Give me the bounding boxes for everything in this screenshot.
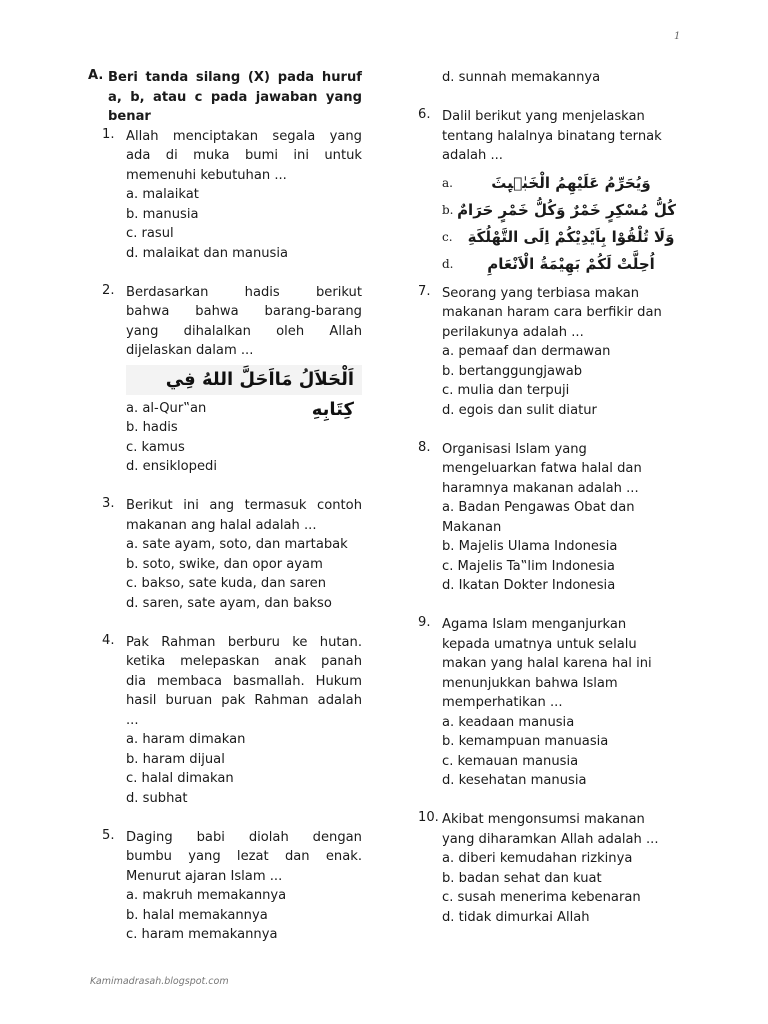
- question-text-line: Allah menciptakan segala yang: [126, 128, 362, 144]
- question-text-line: bahwa bahwa barang-barang: [126, 304, 362, 319]
- question-text-line: kepada umatnya untuk selalu: [442, 636, 637, 652]
- answer-option[interactable]: c. halal dimakan: [126, 771, 234, 786]
- answer-option[interactable]: d. subhat: [126, 790, 188, 806]
- question-text-line: perilakunya adalah ...: [442, 324, 584, 340]
- question-text-line: Berdasarkan hadis berikut: [126, 284, 362, 300]
- arabic-option-text: اُحِلَّتْ لَكُمْ بَهِيْمَةُ الْاَنْعَامِ: [487, 255, 655, 273]
- question-number: 10.: [418, 810, 439, 825]
- question-text-line: Dalil berikut yang menjelaskan: [442, 109, 645, 124]
- question-5-continued: [418, 68, 676, 88]
- option-label: c.: [442, 230, 453, 244]
- section-title-line: a, b, atau c pada jawaban yang: [108, 89, 362, 105]
- page-number: 1: [674, 31, 681, 42]
- question-text-line: memperhatikan ...: [442, 695, 563, 710]
- answer-option[interactable]: c. Majelis Ta‟lim Indonesia: [442, 558, 615, 574]
- question-text-line: makanan ang halal adalah ...: [126, 517, 317, 533]
- answer-option[interactable]: a. makruh memakannya: [126, 888, 287, 903]
- question-text-line: mengeluarkan fatwa halal dan: [442, 461, 642, 476]
- section-title-line: Beri tanda silang (X) pada huruf: [108, 70, 362, 85]
- arabic-answer-option[interactable]: [442, 224, 676, 251]
- answer-option[interactable]: d. sunnah memakannya: [442, 70, 601, 85]
- question-text-line: Daging babi diolah dengan: [126, 829, 362, 845]
- question-number: 9.: [418, 615, 431, 630]
- answer-option[interactable]: a. malaikat: [126, 187, 199, 202]
- answer-option[interactable]: c. bakso, sate kuda, dan saren: [126, 576, 327, 591]
- question-text-line: adalah ...: [442, 148, 503, 163]
- question-5: [88, 828, 362, 945]
- question-text-line: dia membaca basmallah. Hukum: [126, 673, 362, 689]
- answer-option[interactable]: b. bertanggungjawab: [442, 363, 583, 379]
- question-1: [88, 127, 362, 264]
- answer-option[interactable]: a. sate ayam, soto, dan martabak: [126, 537, 348, 552]
- arabic-option-text: وَلَا تُلْقُوْا بِاَيْدِيْكُمْ اِلَى التَّهْلُكَةِ: [467, 228, 675, 246]
- question-text-line: ketika melepaskan anak panah: [126, 654, 362, 669]
- question-2: [88, 283, 362, 477]
- answer-option[interactable]: d. malaikat dan manusia: [126, 245, 289, 261]
- answer-option[interactable]: d. kesehatan manusia: [442, 773, 587, 788]
- answer-option[interactable]: b. halal memakannya: [126, 907, 268, 923]
- question-text-line: tentang halalnya binatang ternak: [442, 128, 662, 144]
- arabic-answer-option[interactable]: [442, 170, 676, 197]
- question-text-line: yang diharamkan Allah adalah ...: [442, 831, 659, 847]
- answer-option[interactable]: a. pemaaf dan dermawan: [442, 344, 611, 359]
- right-column: [418, 68, 676, 927]
- footer-watermark: Kamimadrasah.blogspot.com: [90, 976, 229, 987]
- answer-option[interactable]: b. hadis: [126, 420, 178, 435]
- question-text-line: hasil buruan pak Rahman adalah: [126, 693, 362, 708]
- arabic-answer-option[interactable]: [442, 197, 676, 224]
- question-8: [418, 440, 676, 596]
- answer-option[interactable]: a. haram dimakan: [126, 732, 246, 747]
- question-text-line: ...: [126, 712, 139, 728]
- arabic-option-text: وَيُحَرِّمُ عَلَيْهِمُ الْخَبٰۤىِٕثَ: [491, 174, 651, 192]
- question-4: [88, 633, 362, 809]
- question-text-line: yang dihalalkan oleh Allah: [126, 323, 362, 339]
- question-number: 8.: [418, 439, 431, 455]
- section-letter: A.: [88, 68, 104, 83]
- arabic-option-text: كُلُّ مُسْكِرٍ خَمْرٌ وَكُلُّ خَمْرٍ حَرَامٌ: [457, 201, 676, 219]
- option-label: b.: [442, 203, 454, 217]
- question-number: 3.: [102, 496, 115, 511]
- answer-option[interactable]: d. Ikatan Dokter Indonesia: [442, 578, 616, 593]
- question-text-line: memenuhi kebutuhan ...: [126, 167, 287, 183]
- section-title-line: benar: [108, 109, 151, 124]
- answer-option[interactable]: d. tidak dimurkai Allah: [442, 909, 590, 925]
- answer-option[interactable]: a. keadaan manusia: [442, 714, 575, 730]
- question-7: [418, 284, 676, 421]
- answer-option[interactable]: a. diberi kemudahan rizkinya: [442, 851, 633, 866]
- left-column: [88, 68, 362, 945]
- question-text-line: Pak Rahman berburu ke hutan.: [126, 634, 362, 650]
- answer-option[interactable]: Makanan: [442, 519, 502, 535]
- answer-option[interactable]: b. manusia: [126, 206, 199, 222]
- question-number: 4.: [102, 632, 115, 648]
- answer-option[interactable]: a. Badan Pengawas Obat dan: [442, 500, 635, 515]
- answer-option[interactable]: b. haram dijual: [126, 751, 225, 767]
- question-number: 2.: [102, 282, 115, 298]
- question-9: [418, 615, 676, 791]
- question-text-line: dijelaskan dalam ...: [126, 343, 254, 358]
- question-text-line: Berikut ini ang termasuk contoh: [126, 498, 362, 513]
- question-text-line: Akibat mengonsumsi makanan: [442, 812, 645, 827]
- question-6: [418, 107, 676, 278]
- question-text-line: bumbu yang lezat dan enak.: [126, 849, 362, 864]
- answer-option[interactable]: c. haram memakannya: [126, 927, 278, 942]
- answer-option[interactable]: d. ensiklopedi: [126, 459, 217, 474]
- answer-option[interactable]: b. badan sehat dan kuat: [442, 870, 602, 886]
- answer-option[interactable]: d. saren, sate ayam, dan bakso: [126, 595, 332, 611]
- question-text-line: makanan haram cara berfikir dan: [442, 305, 662, 320]
- question-number: 5.: [102, 827, 115, 843]
- arabic-hadith-text: اَلْحَلاَلُ مَااَحَلَّ اللهُ فِي كِتَابِهِ: [126, 365, 362, 395]
- arabic-answer-option[interactable]: [442, 251, 676, 278]
- answer-option[interactable]: c. susah menerima kebenaran: [442, 890, 641, 905]
- answer-option[interactable]: a. al-Qur‟an: [126, 400, 207, 416]
- question-3: [88, 496, 362, 613]
- question-text-line: haramnya makanan adalah ...: [442, 480, 639, 496]
- question-number: 6.: [418, 107, 431, 122]
- answer-option[interactable]: c. kemauan manusia: [442, 753, 579, 769]
- question-text-line: Menurut ajaran Islam ...: [126, 868, 283, 884]
- question-text-line: ada di muka bumi ini untuk: [126, 148, 362, 163]
- answer-option[interactable]: b. soto, swike, dan opor ayam: [126, 556, 323, 572]
- answer-option[interactable]: b. Majelis Ulama Indonesia: [442, 539, 618, 554]
- question-text-line: makan yang halal karena hal ini: [442, 656, 652, 671]
- question-text-line: Seorang yang terbiasa makan: [442, 285, 640, 301]
- question-number: 7.: [418, 283, 431, 299]
- question-10: [418, 810, 676, 927]
- option-label: d.: [442, 257, 454, 271]
- question-text-line: Agama Islam menganjurkan: [442, 617, 627, 632]
- question-text-line: Organisasi Islam yang: [442, 441, 587, 457]
- question-text-line: menunjukkan bahwa Islam: [442, 675, 618, 691]
- answer-option[interactable]: b. kemampuan manuasia: [442, 734, 609, 749]
- question-number: 1.: [102, 126, 115, 142]
- answer-option[interactable]: c. kamus: [126, 439, 185, 455]
- answer-option[interactable]: c. rasul: [126, 226, 174, 241]
- option-label: a.: [442, 176, 453, 190]
- answer-option[interactable]: d. egois dan sulit diatur: [442, 402, 597, 418]
- section-heading: [88, 68, 362, 127]
- answer-option[interactable]: c. mulia dan terpuji: [442, 383, 570, 398]
